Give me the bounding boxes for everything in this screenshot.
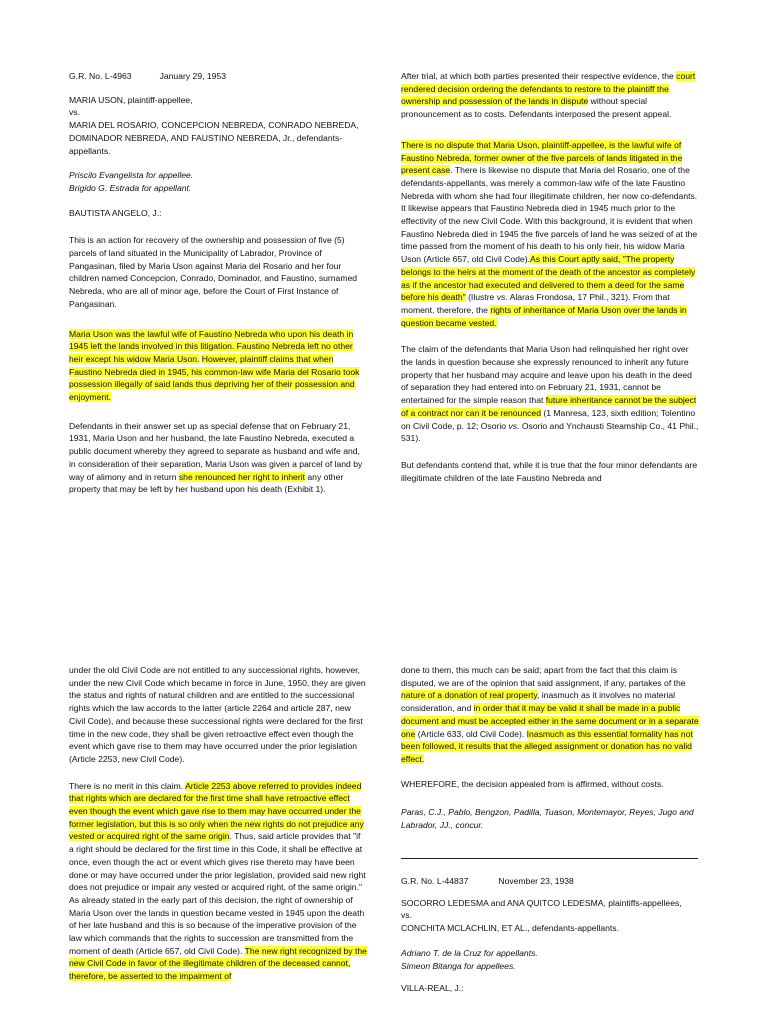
versus: vs. xyxy=(69,107,80,118)
text-run: without special pronouncement as to costs. Defendants interposed the present appeal. xyxy=(401,96,672,120)
text-run: After trial, at which both parties presented their respective evidence, the xyxy=(401,71,677,81)
text-run: Alaras Frondosa, 17 Phil., 321). From that moment, therefore, the xyxy=(401,292,670,315)
parties xyxy=(69,94,367,158)
highlight: There is no dispute that Maria Uson, plaintiff-appellee, is the lawful wife of Faustino Nebreda, former owner of the five parcels of lands litigated in the present case xyxy=(401,139,683,176)
highlight: The new right recognized by the new Civil Code in favor of the illegitimate children of the deceased cannot, therefore, be asserted to the impairment of xyxy=(69,945,367,982)
counsel-appellee: Priscilo Evangelista for appellee. xyxy=(69,170,194,181)
section-divider xyxy=(401,858,698,859)
concurrence: Paras, C.J., Pablo, Bengzon, Padilla, Tuason, Montemayor, Reyes, Jugo and Labrador, JJ., concur. xyxy=(401,807,694,831)
paragraph: But defendants contend that, while it is true that the four minor defendants are illegitimate children of the late Faustino Nebreda and xyxy=(401,459,698,483)
defendants: CONCHITA MCLACHLIN, ET AL., defendants-appellants. xyxy=(401,923,619,934)
page1-right-column xyxy=(401,70,701,495)
case-number: G.R. No. L-44837 xyxy=(401,876,469,886)
text-run: . There is likewise no dispute that Maria del Rosario, one of the defendants-appellants, was merely a common-law wife of the late Faustino Nebreda with whom she had four illegitimate children, her now co-defendants. It likewise appears that Faustino Nebreda died in 1945 much prior to the effectivity of the new Civil Code. With this background, it is evident that when Faustino Nebreda died in 1945 the five parcels of land he was seized of at the time passed from the moment of his death to his only heir, his widow Maria Uson (Article 657, old Civil Code). xyxy=(401,165,698,265)
highlight: nature of a donation of real property xyxy=(401,690,537,701)
text-run: (1 Manresa, 123, sixth edition; Tolentino on Civil Code, p. 12; Osorio xyxy=(401,407,696,431)
paragraph xyxy=(401,70,701,121)
paragraph xyxy=(69,420,367,496)
paragraph xyxy=(69,328,367,404)
paragraph xyxy=(401,664,701,766)
highlight: However, plaintiff claims that when Faustino Nebreda died in 1945, his common-law wife Maria del Rosario took possession illegally of said lands thus depriving her of their possession and enjoyment. xyxy=(69,353,360,403)
counsel-appellants: Adriano T. de la Cruz for appellants. xyxy=(401,947,538,958)
case-number: G.R. No. L-4963 xyxy=(69,71,132,81)
text-run: vs. xyxy=(508,420,520,431)
highlight: rights of inheritance of Maria Uson over the lands in question became vested. xyxy=(401,304,687,328)
text-run: done to them, this much can be said; apart from the fact that this claim is disputed, we are of the opinion that said assignment, if any, partakes of the xyxy=(401,665,686,688)
counsel xyxy=(69,169,367,194)
paragraph: under the old Civil Code are not entitled to any successional rights, however, under the new Civil Code which became in force in June, 1950, they are given the status and rights of natural children and are entitled to the successional rights which the law accords to the latter (article 2264 and article 287, new Civil Code), and because these successional rights were declared for the first time in the new code, they shall be given retroactive effect even though the event which gave rise to them may have occurred under the prior legislation (Article 2253, new Civil Code). xyxy=(69,665,366,764)
highlight: As this Court aptly said, "The property belongs to the heirs at the moment of the death of the ancestor as completely as if the ancestor had executed and delivered to them a deed for the same before his death" xyxy=(401,254,696,303)
judge-name: VILLA-REAL, J.: xyxy=(401,983,464,994)
defendants: MARIA DEL ROSARIO, CONCEPCION NEBREDA, CONRADO NEBREDA, DOMINADOR NEBREDA, AND FAUSTINO NEBREDA, Jr., defendants-appellants. xyxy=(69,120,359,156)
case-header xyxy=(401,875,701,888)
highlight: Maria Uson was the lawful wife of Faustino Nebreda who upon his death in 1945 left the lands involved in this litigation. Faustino Nebreda left no other heir except his widow Maria Uson. xyxy=(69,328,354,364)
text-run: Defendants in their answer set up as special defense that on February 21, 1931, Maria Uson and her husband, the late Faustino Nebreda, executed a public document whereby they agreed to separate as husband and wife and, in consideration of their separation, Maria Uson was given a parcel of land by way of alimony and in return xyxy=(69,420,363,482)
page2-right-column xyxy=(401,664,701,843)
counsel xyxy=(401,947,701,972)
page2-left-column xyxy=(69,664,367,994)
text-run: any other property that may be left by her husband upon his death (Exhibit 1). xyxy=(69,471,344,495)
second-case xyxy=(401,875,701,1006)
text-run: The claim of the defendants that Maria Uson had relinquished her right over the lands in question because she expressly renounced to inherit any future property that her husband may acquire and leave upon his death in the deed of separation they had entered into on February 21, 1931, cannot be entertained for the simple reason that xyxy=(401,344,692,406)
judge-name: BAUTISTA ANGELO, J.: xyxy=(69,207,162,218)
counsel-appellees: Simeon Bitanga for appellees. xyxy=(401,960,516,971)
highlight: in order that it may be valid it shall be made in a public document and must be accepted either in the same document or in a separate one xyxy=(401,703,699,739)
text-run: , inasmuch as it involves no material consideration, and xyxy=(401,690,676,714)
case-date: January 29, 1953 xyxy=(159,71,226,81)
case-date: November 23, 1938 xyxy=(498,876,574,886)
counsel-appellant: Brigido G. Estrada for appellant. xyxy=(69,182,192,193)
paragraph: This is an action for recovery of the ownership and possession of five (5) parcels of land situated in the Municipality of Labrador, Province of Pangasinan, filed by Maria Uson against Maria del Rosario and her four children named Concepcion, Conrado, Dominador, and Faustino, surnamed Nebreda, who are all of minor age, before the Court of First Instance of Pangasinan. xyxy=(69,235,358,309)
highlight: Inasmuch as this essential formality has not been followed, it results that the alleged assignment or donation has no valid effect. xyxy=(401,728,693,764)
highlight: court rendered decision ordering the defendants to restore to the plaintiff the ownership and possession of the lands in dispute xyxy=(401,71,696,107)
case-header xyxy=(69,70,367,83)
text-run: There is no merit in this claim. xyxy=(69,780,186,791)
highlight: Article 2253 above referred to provides indeed that rights which are declared for the first time shall have retroactive effect even though the event which gave rise to them may have occurred under the former legislation, but this is so only when the new rights do not prejudice any vested or acquired right of the same origin xyxy=(69,780,364,842)
text-run: vs. xyxy=(496,292,508,303)
plaintiff: MARIA USON, plaintiff-appellee, xyxy=(69,94,193,105)
parties xyxy=(401,897,701,935)
text-run: (Article 633, old Civil Code). xyxy=(415,728,527,739)
plaintiffs: SOCORRO LEDESMA and ANA QUITCO LEDESMA, plaintiffs-appellees, xyxy=(401,897,682,908)
text-run: . Thus, said article provides that "if a right should be declared for the first time in this Code, it shall be effective at once, even though the act or event which gives rise thereto may have been done or may have occurred under the prior legislation, provided said new right does not prejudice or impair any vested or acquired right, of the same origin." As already stated in the early part of this decision, the right of ownership of Maria Uson over the lands in question became vested in 1945 upon the death of her late husband and this is so because of the imperative provision of the law which commands that the rights to succession are transmitted from the moment of death (Article 657, old Civil Code). xyxy=(69,831,366,956)
wherefore: WHEREFORE, the decision appealed from is affirmed, without costs. xyxy=(401,778,664,789)
text-run: (Ilustre xyxy=(465,292,497,303)
paragraph xyxy=(401,139,701,330)
paragraph xyxy=(69,780,367,983)
text-run: Osorio and Ynchausti Steamship Co., 41 Phil., 531). xyxy=(401,420,699,444)
page1-left-column xyxy=(69,70,367,507)
paragraph xyxy=(401,343,701,445)
versus: vs. xyxy=(401,910,412,921)
highlight: future inheritance cannot be the subject of a contract nor can it be renounced xyxy=(401,395,697,418)
highlight: she renounced her right to inherit xyxy=(178,471,305,482)
